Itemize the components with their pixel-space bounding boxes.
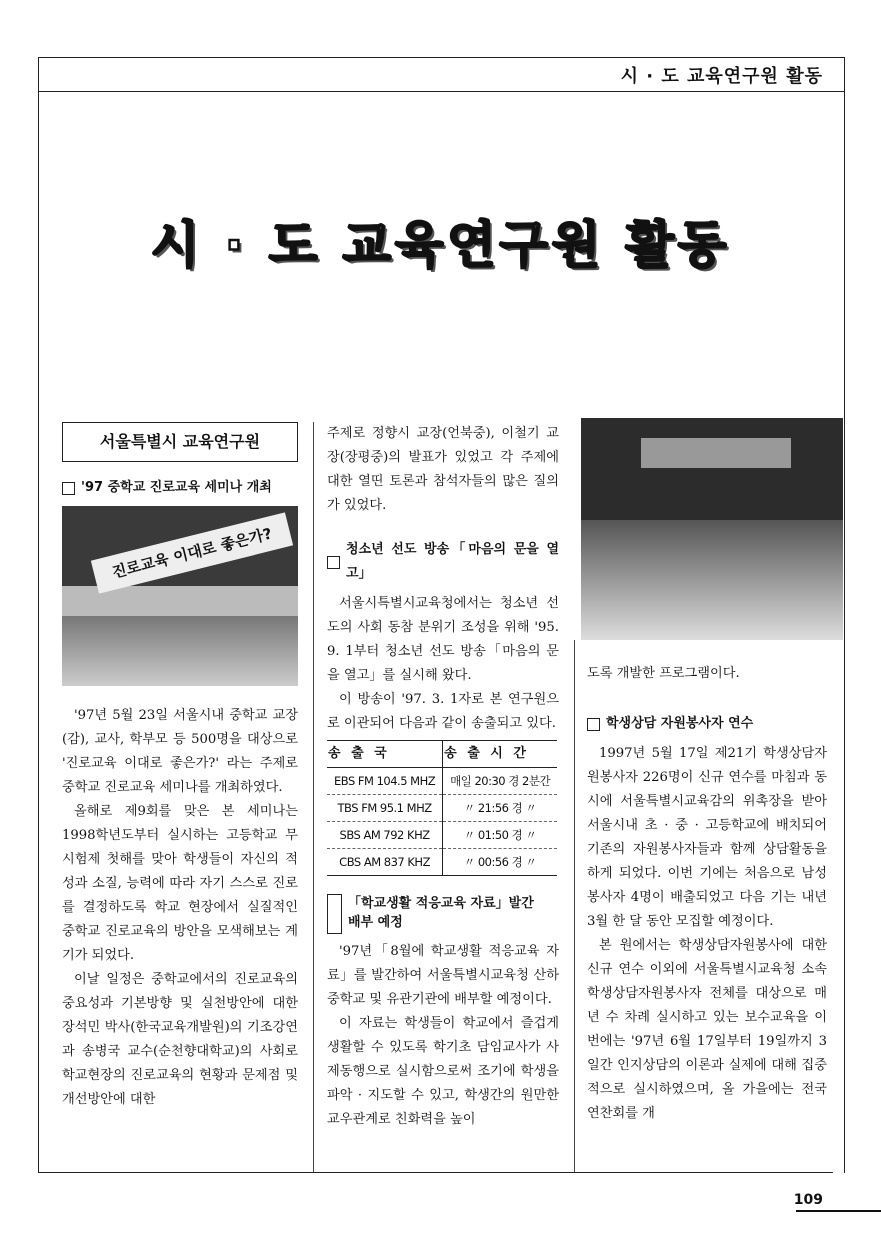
column-1 [62,422,298,1112]
column-2 [327,422,559,1132]
article-heading [327,894,559,934]
paragraph: 이 자료는 학생들이 학교에서 즐겁게 생활할 수 있도록 학기초 담임교사가 사제동행으로 실시함으로써 조기에 학생을 파악 · 지도할 수 있고, 학생간의 원만한 교우관계로 친화력을 높이 [327,1016,559,1127]
table-row [327,849,557,876]
table-row [327,822,557,849]
paragraph: 이 방송이 '97. 3. 1자로 본 연구원으로 이관되어 다음과 같이 송출되고 있다. [327,692,559,731]
article-heading-text: '97 중학교 진로교육 세미나 개최 [81,480,272,495]
paragraph: 1997년 5월 17일 제21기 학생상담자원봉사자 226명이 신규 연수를 마침과 동시에 서울특별시교육감의 위촉장을 받아 서울시내 초 · 중 · 고등학교에 배치되어 기존의 자원봉사자들과 함께 상담활동을 하게 되었다. 이번 기에는 처음으로 남성 봉사자 4명이 배출되었고 다음 기는 내년 3월 한 달 동안 모집할 예정이다. [587,746,827,929]
column-divider [313,422,314,1172]
section-title: 서울특별시 교육연구원 [62,422,298,462]
photo-banner: 진로교육 이대로 좋은가? [91,512,293,593]
table-cell: CBS AM 837 KHZ [327,849,443,876]
article-heading-text: 청소년 선도 방송「마음의 문을 열고」 [346,542,559,581]
paragraph: '97년 5월 23일 서울시내 중학교 교장(감), 교사, 학부모 등 500명을 대상으로 '진로교육 이대로 좋은가?' 라는 주제로 중학교 진로교육 세미나를 개최하였다. [62,708,298,795]
checkbox-square-icon [327,894,342,934]
article-heading-text: 학생상담 자원봉사자 연수 [606,716,754,731]
stage-light [641,438,791,468]
column-3 [587,662,827,1126]
running-header: 시 · 도 교육연구원 활동 [620,66,823,87]
column-divider [574,640,575,1172]
checkbox-square-icon [587,718,600,731]
page-title: 시 · 도 교육연구원 활동 [150,216,731,274]
table-cell: 〃 01:50 경 〃 [443,822,557,849]
footer-rule [38,1172,833,1173]
table-row [327,768,557,795]
article-heading [62,476,298,500]
page-number-rule [796,1210,881,1212]
volunteer-training-photo [581,418,843,640]
article-heading-line: 배부 예정 [348,915,403,930]
table-cell: 매일 20:30 경 2분간 [443,768,557,795]
paragraph: 이날 일정은 중학교에서의 진로교육의 중요성과 기본방향 및 실천방안에 대한 장석민 박사(한국교육개발원)의 기조강연과 송병국 교수(순천향대학교)의 사회로 학교현장의 진로교육의 현황과 문제점 및 개선방안에 대한 [62,972,298,1107]
audience [581,520,843,640]
paragraph: 서울시특별시교육청에서는 청소년 선도의 사회 동참 분위기 조성을 위해 '95. 9. 1부터 청소년 선도 방송「마음의 문을 열고」를 실시해 왔다. [327,596,559,683]
column-header: 송 출 시 간 [443,741,557,768]
paragraph: 본 원에서는 학생상담자원봉사에 대한 신규 연수 이외에 서울특별시교육청 소속 학생상담자원봉사자 전체를 대상으로 매년 수 차례 실시하고 있는 보수교육을 이번에는 '97년 6월 17일부터 19일까지 3일간 인지상담의 이론과 실제에 대해 집중적으로 실시하였으며, 올 가을에는 전국 연찬회를 개 [587,938,827,1121]
table-header-row [327,741,557,768]
table-cell: EBS FM 104.5 MHZ [327,768,443,795]
header-rule [38,91,845,92]
checkbox-square-icon [62,482,75,495]
paragraph: 도록 개발한 프로그램이다. [587,666,740,681]
table-cell: TBS FM 95.1 MHZ [327,795,443,822]
floor [62,616,298,686]
table-row [327,795,557,822]
paragraph: 주제로 정향시 교장(언북중), 이철기 교장(장평중)의 발표가 있었고 각 주제에 대한 열띤 토론과 참석자들의 많은 질의가 있었다. [327,426,559,513]
paragraph: '97년「8월에 학교생활 적응교육 자료」를 발간하여 서울특별시교육청 산하 중학교 및 유관기관에 배부할 예정이다. [327,944,559,1007]
table-cell: 〃 00:56 경 〃 [443,849,557,876]
page-number: 109 [793,1192,823,1208]
table-cell: SBS AM 792 KHZ [327,822,443,849]
table-cell: 〃 21:56 경 〃 [443,795,557,822]
seminar-photo [62,506,298,686]
broadcast-table [327,740,557,876]
article-heading [587,712,827,736]
article-heading [327,538,559,586]
checkbox-square-icon [327,556,340,569]
article-heading-line: 「학교생활 적응교육 자료」발간 [348,896,534,911]
column-header: 송 출 국 [327,741,443,768]
paragraph: 올해로 제9회를 맞은 본 세미나는 1998학년도부터 실시하는 고등학교 무시험제 첫해를 맞아 학생들이 자신의 적성과 소질, 능력에 따라 자기 스스로 진로를 결정하도록 학교 현장에서 실질적인 중학교 진로교육의 방안을 모색해보는 계기가 되었다. [62,804,298,963]
